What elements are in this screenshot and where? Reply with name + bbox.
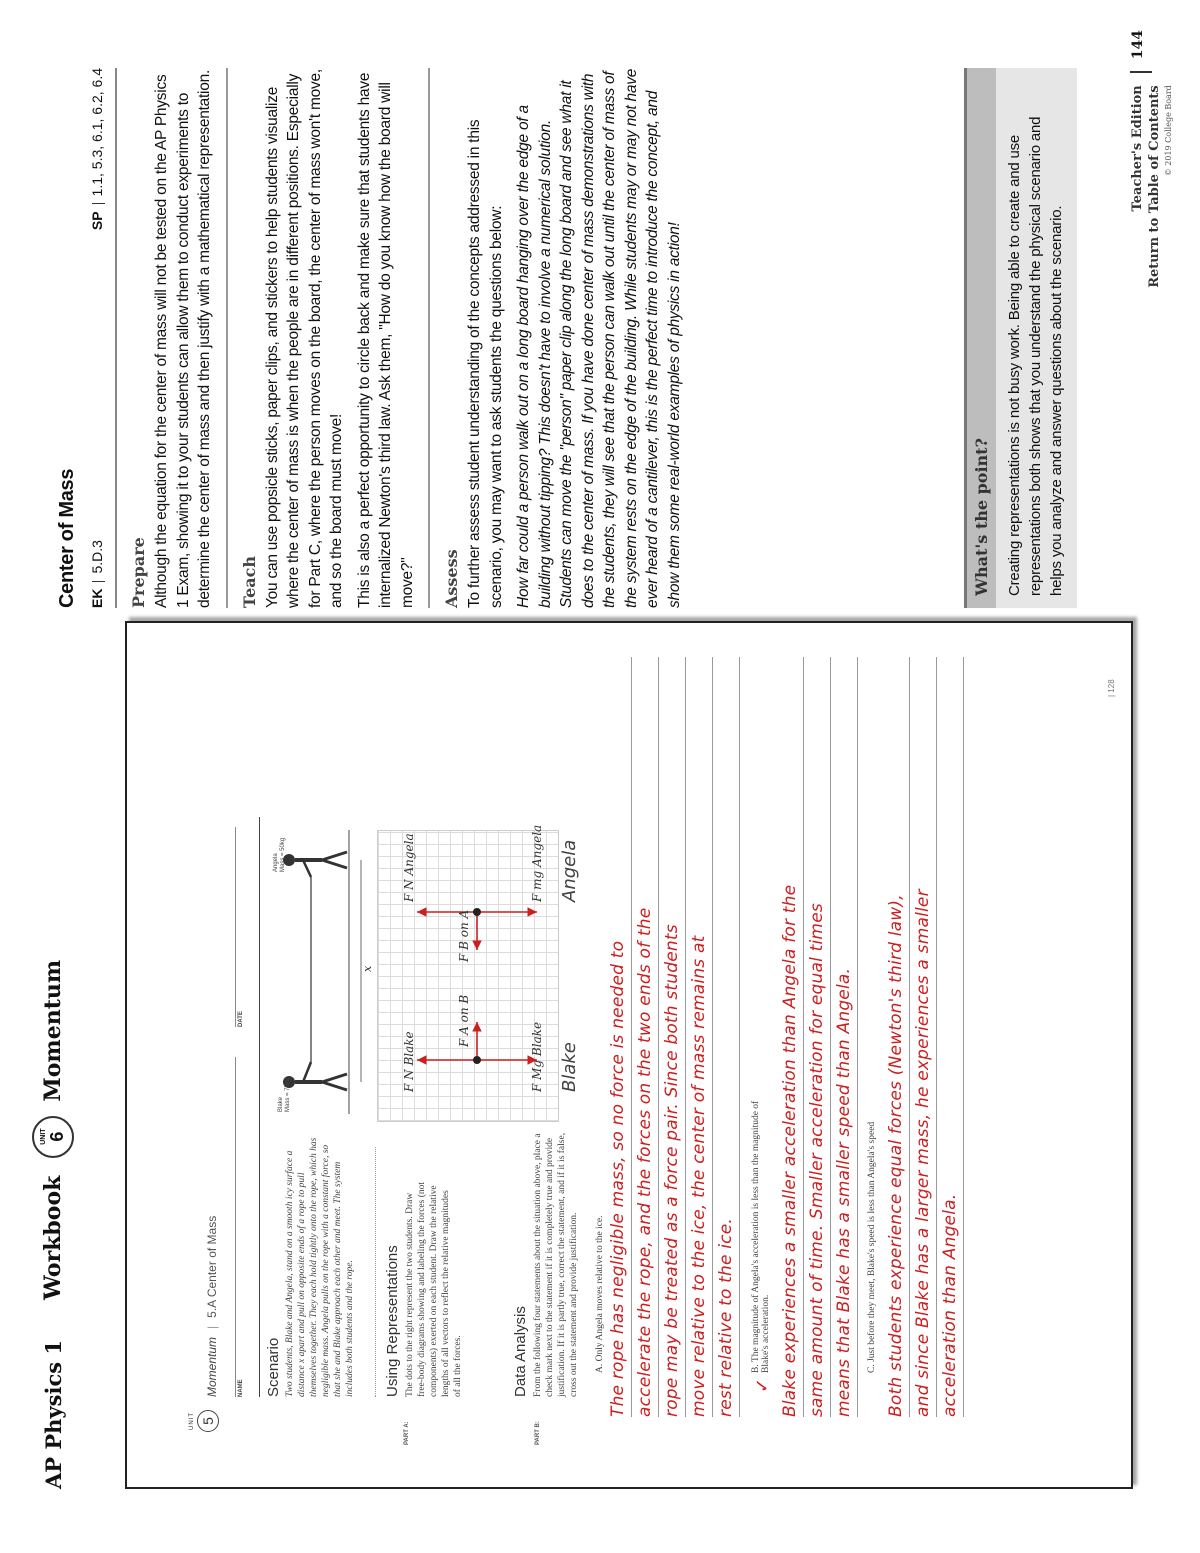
point-heading: What's the point? bbox=[964, 68, 996, 608]
prepare-text: Although the equation for the center of mass will not be tested on the AP Physics 1 Exam, showing it to your students can allow them to conduct experiments to determine the center of mass and then justify with a mathematical representation. bbox=[153, 69, 213, 608]
answer-c-line-1: Both students experience equal forces (Newton's third law), bbox=[883, 657, 910, 1417]
unit-label: UNIT bbox=[40, 1128, 47, 1145]
date-line bbox=[235, 827, 236, 1027]
fbd-label-angela-rope: F B on A bbox=[457, 909, 471, 962]
answer-a-line-5: rest relative to the ice. bbox=[713, 657, 740, 1417]
wb-lesson: 5.A Center of Mass bbox=[205, 1215, 219, 1318]
fbd-label-angela-normal: F N Angela bbox=[402, 833, 416, 902]
blake-fig-label: Blake bbox=[278, 1096, 284, 1112]
dotted-rule bbox=[375, 1147, 376, 1397]
part-a-label: PART A: bbox=[404, 1421, 410, 1445]
statement-a: A. Only Angela moves relative to the ice. bbox=[595, 1215, 605, 1373]
wb-unit-label: UNIT bbox=[189, 1412, 195, 1430]
fbd-angela-name: Angela bbox=[559, 839, 580, 902]
sp-value: 1.1, 5.3, 6.1, 6.2, 6.4 bbox=[89, 68, 105, 197]
statement-c: C. Just before they meet, Blake's speed is less than Angela's speed bbox=[867, 1121, 877, 1373]
answer-a-block bbox=[605, 657, 740, 1417]
blake-dot bbox=[473, 1056, 481, 1064]
page-footer bbox=[1130, 30, 1173, 288]
statement-b: B. The magnitude of Angela's acceleration is less than the magnitude of Blake's acceleration. bbox=[751, 1100, 771, 1373]
fbd-label-blake-weight: F Mg Blake bbox=[530, 1021, 544, 1092]
answer-b-block bbox=[777, 657, 858, 1417]
assess-text-1: To further assess student understanding of the concepts addressed in this scenario, you may want to ask students the questions below: bbox=[466, 119, 505, 608]
ice-figure bbox=[267, 822, 372, 1122]
part-b-label: PART B: bbox=[535, 1421, 541, 1445]
name-label: NAME bbox=[238, 1379, 244, 1397]
unit-badge bbox=[32, 1116, 74, 1158]
blake-figure-icon bbox=[283, 1062, 347, 1090]
using-representations-title: Using Representations bbox=[384, 1245, 401, 1397]
assess-heading: Assess bbox=[442, 549, 461, 608]
point-text: Creating representations is not busy work. Being able to create and use representations both shows that you understand the physical scenario and helps you analyze and answer questions about the scenario. bbox=[996, 68, 1077, 608]
wb-breadcrumb: Momentum|5.A Center of Mass bbox=[205, 1215, 219, 1397]
answer-b-line-3: means that Blake has a smaller speed than Angela. bbox=[831, 657, 858, 1417]
wb-unit-name: Momentum bbox=[205, 1336, 219, 1397]
ek-standard bbox=[89, 540, 105, 608]
answer-a-line-4: move relative to the ice, the center of mass remains at bbox=[686, 657, 713, 1417]
answer-a-line-1: The rope has negligible mass, so no force is needed to bbox=[605, 657, 632, 1417]
unit-topic: Momentum bbox=[40, 959, 66, 1102]
blake-mass-label: Mass = 75kg bbox=[285, 1077, 291, 1112]
teach-heading: Teach bbox=[239, 556, 259, 608]
wb-unit-badge bbox=[189, 1410, 219, 1432]
edition-label: Teacher's Edition bbox=[1130, 85, 1145, 212]
answer-c-block bbox=[883, 657, 964, 1417]
angela-dot bbox=[473, 908, 481, 916]
copyright-text: © 2019 College Board bbox=[1164, 85, 1173, 177]
teach-text-1: You can use popsicle sticks, paper clips, and stickers to help students visualize where the center of mass is when the people are in different positions. Especially for Part C, where the person moves on the board, the center of mass won't move, and so the board must move! bbox=[263, 69, 345, 608]
wb-page-number: | 128 bbox=[1107, 679, 1116, 697]
whats-the-point-box bbox=[964, 68, 1077, 608]
standards-row bbox=[89, 68, 117, 608]
fbd-label-angela-weight: F mg Angela bbox=[530, 824, 544, 902]
workbook-label: Workbook bbox=[40, 1175, 66, 1300]
scenario-rule bbox=[259, 817, 260, 1397]
teacher-sidebar bbox=[56, 68, 691, 608]
answer-c-line-2: and since Blake has a larger mass, he experiences a smaller bbox=[910, 657, 937, 1417]
footer-left bbox=[1130, 85, 1173, 288]
wb-unit-number: 5 bbox=[197, 1410, 219, 1432]
wb-page-number-value: 128 bbox=[1107, 679, 1116, 693]
data-analysis-text: From the following four statements about the situation above, place a check mark next to the statement if it is completely true and provide justification. If it is partly true, correct the statement, and if it is false, cross out the statement and provide justification. bbox=[533, 1132, 579, 1397]
section-divider bbox=[428, 68, 430, 608]
assess-text-2: How far could a person walk out on a long board hanging over the edge of a building without tipping? This doesn't have to involve a numerical solution. Students can move the "person" paper clip along the long board and see what it does to the center of mass. If you have done center of mass demonstrations with the students, they will see that the person can walk out until the center of mass of the system rests on the edge of the building. While students may or may not have ever heard of a cantilever, this is the perfect time to introduce the concept, and show them some real-world examples of physics in action! bbox=[515, 68, 683, 608]
distance-label: x bbox=[361, 965, 374, 972]
answer-c-line-3: acceleration than Angela. bbox=[937, 657, 964, 1417]
fbd-blake-name: Blake bbox=[559, 1042, 580, 1092]
answer-b-line-2: same amount of time. Smaller acceleration for equal times bbox=[804, 657, 831, 1417]
using-representations-text: The dots to the right represent the two students. Draw free-body diagrams showing and labeling the forces (not components) exerted on each student. Draw the relative lengths of all vectors to reflect the relative magnitudes of all the forces. bbox=[405, 1181, 463, 1397]
sidebar-title: Center of Mass bbox=[56, 468, 78, 608]
ek-value: 5.D.3 bbox=[89, 540, 105, 574]
scenario-title: Scenario bbox=[265, 1337, 282, 1397]
answer-a-line-3: rope may be treated as a force pair. Since both students bbox=[659, 657, 686, 1417]
unit-number: 6 bbox=[47, 1131, 67, 1142]
section-divider bbox=[226, 68, 228, 608]
date-label: DATE bbox=[238, 1011, 244, 1027]
workbook-header bbox=[32, 960, 74, 1489]
sp-standard bbox=[89, 68, 105, 230]
answer-a-line-2: accelerate the rope, and the forces on the two ends of the bbox=[632, 657, 659, 1417]
return-to-toc-link[interactable]: Return to Table of Contents bbox=[1147, 85, 1162, 288]
data-analysis-title: Data Analysis bbox=[512, 1306, 529, 1397]
prepare-heading: Prepare bbox=[129, 537, 148, 608]
angela-mass-label: Mass = 50kg bbox=[280, 837, 286, 872]
fbd-label-blake-normal: F N Blake bbox=[402, 1031, 416, 1092]
name-line bbox=[235, 1057, 236, 1397]
fbd-label-blake-rope: F A on B bbox=[457, 994, 471, 1047]
sp-label: SP bbox=[89, 211, 105, 231]
answer-b-line-1: Blake experiences a smaller acceleration than Angela for the bbox=[777, 657, 804, 1417]
workbook-page-image bbox=[125, 621, 1133, 1489]
angela-fig-label: Angela bbox=[273, 853, 279, 872]
page-number: 144 bbox=[1130, 30, 1146, 60]
scenario-text: Two students, Blake and Angela, stand on a smooth icy surface a distance x apart and pull on opposite ends of a rope to pull themselves together. They each hold tightly onto the rope, which has negligible mass. Angela pulls on the rope with a constant force, so that she and Blake approach each other and meet. The system includes both students and the rope. bbox=[285, 1137, 355, 1397]
footer-divider bbox=[1130, 71, 1152, 73]
course-title: AP Physics 1 bbox=[40, 1340, 66, 1489]
angela-figure-icon bbox=[283, 852, 347, 877]
ek-label: EK bbox=[89, 588, 105, 608]
check-mark-icon: ✓ bbox=[752, 1377, 773, 1393]
teach-text-2: This is also a perfect opportunity to circle back and make sure that students have internalized Newton's third law. Ask them, "How do you know how the board will move?" bbox=[355, 72, 416, 608]
